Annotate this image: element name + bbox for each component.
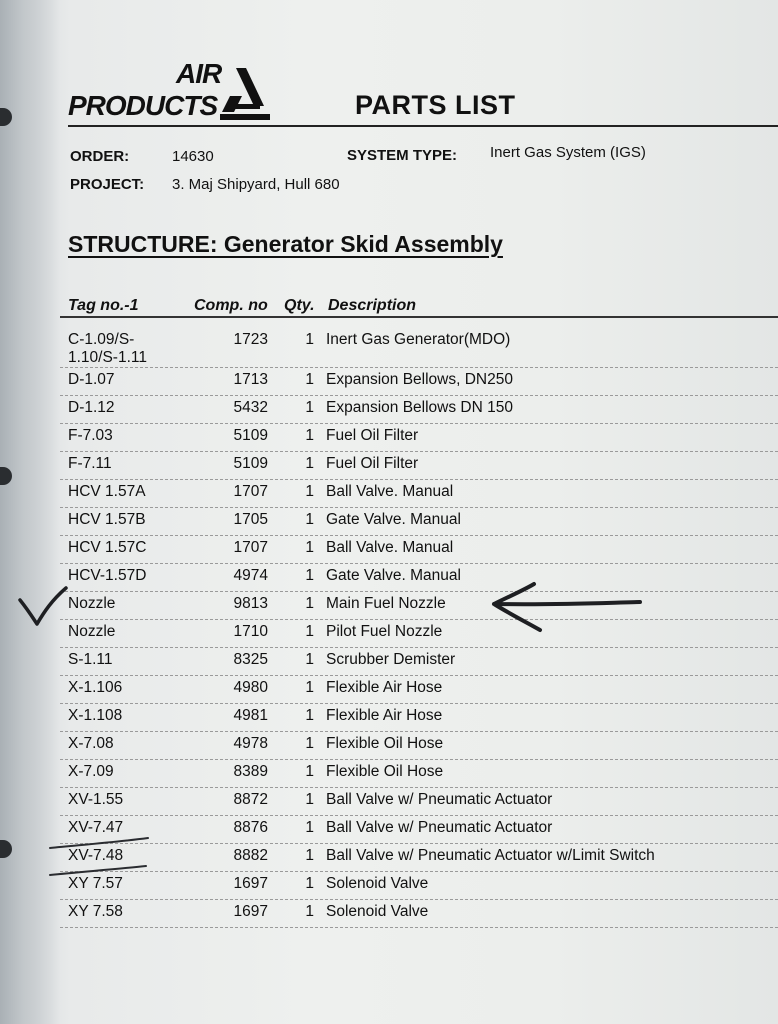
row-tag: S-1.11 bbox=[68, 651, 113, 668]
row-comp-no: 5432 bbox=[233, 399, 268, 416]
row-comp-no: 9813 bbox=[233, 595, 268, 612]
underline-mark bbox=[50, 866, 146, 875]
row-description: Main Fuel Nozzle bbox=[326, 595, 446, 612]
row-comp-no: 4981 bbox=[233, 707, 268, 724]
row-tag: F-7.03 bbox=[68, 427, 113, 444]
row-tag: X-7.08 bbox=[68, 735, 114, 752]
row-tag: F-7.11 bbox=[68, 455, 112, 472]
row-comp-no: 1705 bbox=[233, 511, 268, 528]
row-description: Solenoid Valve bbox=[326, 875, 429, 892]
column-header-comp-no: Comp. no bbox=[194, 297, 268, 314]
row-description: Ball Valve w/ Pneumatic Actuator bbox=[326, 819, 553, 836]
row-comp-no: 1710 bbox=[233, 623, 268, 640]
row-comp-no: 1707 bbox=[233, 539, 268, 556]
row-description: Flexible Oil Hose bbox=[326, 735, 444, 752]
row-comp-no: 4980 bbox=[233, 679, 268, 696]
row-description: Ball Valve. Manual bbox=[326, 483, 454, 500]
row-qty: 1 bbox=[305, 875, 314, 892]
column-header-tag: Tag no.-1 bbox=[68, 297, 139, 314]
row-tag: XY 7.57 bbox=[68, 875, 123, 892]
row-comp-no: 1713 bbox=[233, 371, 268, 388]
order-value: 14630 bbox=[172, 148, 214, 165]
row-qty: 1 bbox=[305, 539, 314, 556]
row-qty: 1 bbox=[305, 427, 314, 444]
row-qty: 1 bbox=[305, 567, 314, 584]
logo-text-products: PRODUCTS bbox=[68, 90, 218, 121]
row-tag: X-7.09 bbox=[68, 763, 114, 780]
row-comp-no: 1707 bbox=[233, 483, 268, 500]
row-description: Gate Valve. Manual bbox=[326, 567, 461, 584]
row-qty: 1 bbox=[305, 623, 314, 640]
row-comp-no: 4978 bbox=[233, 735, 268, 752]
project-label: PROJECT: bbox=[70, 176, 145, 193]
row-comp-no: 8389 bbox=[233, 763, 268, 780]
row-tag: Nozzle bbox=[68, 595, 116, 612]
row-comp-no: 1697 bbox=[233, 875, 268, 892]
row-tag: HCV 1.57C bbox=[68, 539, 147, 556]
row-qty: 1 bbox=[305, 651, 314, 668]
row-tag: XY 7.58 bbox=[68, 903, 123, 920]
row-qty: 1 bbox=[305, 903, 314, 920]
row-description: Fuel Oil Filter bbox=[326, 455, 419, 472]
structure-heading: STRUCTURE: Generator Skid Assembly bbox=[68, 231, 503, 257]
row-description: Flexible Air Hose bbox=[326, 679, 443, 696]
row-comp-no: 8325 bbox=[233, 651, 268, 668]
column-header-qty: Qty. bbox=[284, 297, 315, 314]
system-type-label: SYSTEM TYPE: bbox=[347, 147, 458, 164]
column-header-description: Description bbox=[328, 297, 417, 314]
row-comp-no: 8882 bbox=[233, 847, 268, 864]
row-qty: 1 bbox=[305, 819, 314, 836]
row-description: Fuel Oil Filter bbox=[326, 427, 419, 444]
row-qty: 1 bbox=[305, 763, 314, 780]
row-description: Ball Valve. Manual bbox=[326, 539, 454, 556]
row-qty: 1 bbox=[305, 399, 314, 416]
row-tag: Nozzle bbox=[68, 623, 116, 640]
row-description: Flexible Oil Hose bbox=[326, 763, 444, 780]
row-qty: 1 bbox=[305, 679, 314, 696]
row-description: Expansion Bellows, DN250 bbox=[326, 371, 513, 388]
row-comp-no: 1697 bbox=[233, 903, 268, 920]
row-tag: HCV-1.57D bbox=[68, 567, 147, 584]
order-label: ORDER: bbox=[70, 148, 130, 165]
row-description: Solenoid Valve bbox=[326, 903, 429, 920]
row-tag: D-1.12 bbox=[68, 399, 115, 416]
row-tag: XV-7.48 bbox=[68, 847, 124, 864]
row-tag: C-1.09/S- bbox=[68, 331, 135, 348]
logo-text-air: AIR bbox=[176, 58, 222, 89]
row-description: Gate Valve. Manual bbox=[326, 511, 461, 528]
underline-mark bbox=[50, 838, 148, 848]
row-tag: XV-7.47 bbox=[68, 819, 124, 836]
row-qty: 1 bbox=[305, 331, 314, 348]
row-qty: 1 bbox=[305, 455, 314, 472]
page-title: PARTS LIST bbox=[355, 90, 516, 120]
row-description: Expansion Bellows DN 150 bbox=[326, 399, 513, 416]
row-description: Scrubber Demister bbox=[326, 651, 456, 668]
row-tag: X-1.108 bbox=[68, 707, 123, 724]
row-comp-no: 8876 bbox=[233, 819, 268, 836]
row-comp-no: 5109 bbox=[233, 455, 268, 472]
row-description: Ball Valve w/ Pneumatic Actuator w/Limit Switch bbox=[326, 847, 655, 864]
row-comp-no: 4974 bbox=[233, 567, 268, 584]
row-description: Flexible Air Hose bbox=[326, 707, 443, 724]
row-qty: 1 bbox=[305, 595, 314, 612]
row-qty: 1 bbox=[305, 735, 314, 752]
row-qty: 1 bbox=[305, 707, 314, 724]
row-description: Inert Gas Generator(MDO) bbox=[326, 331, 511, 348]
row-qty: 1 bbox=[305, 847, 314, 864]
row-tag: HCV 1.57B bbox=[68, 511, 146, 528]
system-type-value: Inert Gas System (IGS) bbox=[490, 144, 646, 161]
row-tag: HCV 1.57A bbox=[68, 483, 146, 500]
row-description: Pilot Fuel Nozzle bbox=[326, 623, 443, 640]
row-qty: 1 bbox=[305, 511, 314, 528]
row-qty: 1 bbox=[305, 791, 314, 808]
arrow-icon bbox=[494, 584, 640, 630]
project-value: 3. Maj Shipyard, Hull 680 bbox=[172, 176, 340, 193]
row-tag-continued: 1.10/S-1.11 bbox=[68, 349, 147, 366]
row-tag: D-1.07 bbox=[68, 371, 115, 388]
row-comp-no: 1723 bbox=[233, 331, 268, 348]
checkmark-icon bbox=[20, 588, 66, 624]
row-qty: 1 bbox=[305, 371, 314, 388]
row-comp-no: 8872 bbox=[233, 791, 268, 808]
row-description: Ball Valve w/ Pneumatic Actuator bbox=[326, 791, 553, 808]
row-tag: XV-1.55 bbox=[68, 791, 124, 808]
row-tag: X-1.106 bbox=[68, 679, 123, 696]
row-comp-no: 5109 bbox=[233, 427, 268, 444]
row-qty: 1 bbox=[305, 483, 314, 500]
